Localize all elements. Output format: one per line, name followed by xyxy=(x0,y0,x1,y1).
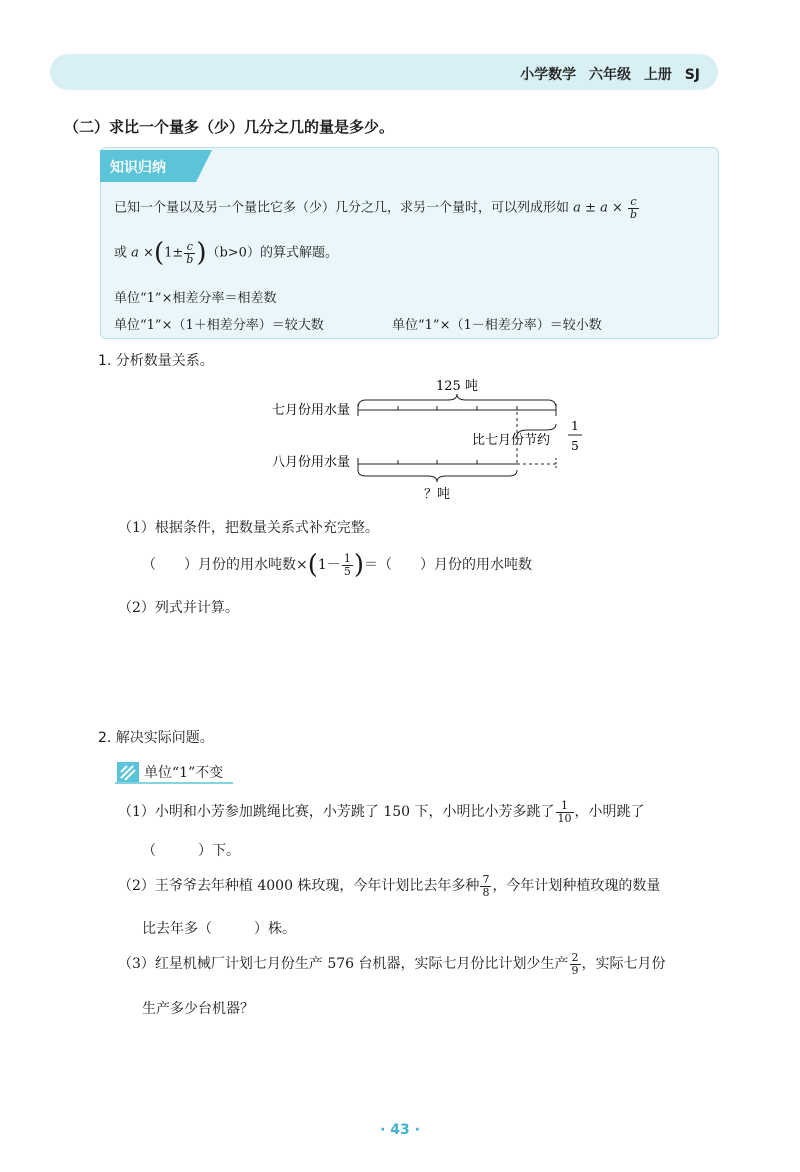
unit-one-tag-label: 单位“1”不变 xyxy=(144,765,224,781)
formula-one-minus: 1－ xyxy=(317,557,341,573)
diagram-saving-num: 1 xyxy=(571,419,579,433)
knowledge-line-2-suffix: （b>0）的算式解题。 xyxy=(206,245,338,261)
diagram-saving-den: 5 xyxy=(571,439,579,453)
knowledge-line-4a: 单位“1”×（1＋相差分率）＝较大数 xyxy=(114,318,324,333)
fraction-num: 1 xyxy=(556,800,574,813)
q1-title: 1. 分析数量关系。 xyxy=(98,353,214,369)
formula-one-pm: 1± xyxy=(164,245,184,261)
formula-a-times: a × xyxy=(131,245,154,261)
diagram-row1-label: 七月份用水量 xyxy=(271,403,350,418)
formula-blank-right[interactable]: ＝（ ）月份的用水吨数 xyxy=(363,557,532,573)
q2-p3-line2: 生产多少台机器？ xyxy=(142,1001,254,1017)
knowledge-line-3: 单位“1”×相差分率＝相差数 xyxy=(114,291,277,306)
fraction-one-tenth xyxy=(556,800,574,824)
q2-p1-line1 xyxy=(118,800,645,824)
diagram-top-brace xyxy=(358,394,556,408)
q2-p1-text-b: ，小明跳了 xyxy=(574,804,645,821)
fraction-seven-eighths xyxy=(480,874,491,898)
q2-p2-line1 xyxy=(118,874,660,898)
q2-title: 2. 解决实际问题。 xyxy=(98,730,214,746)
knowledge-line-4b: 单位“1”×（1－相差分率）＝较小数 xyxy=(392,318,602,333)
q1-sub1-formula: （ ）月份的用水吨数×(1－ $\frac{1}{5}$ )＝（ ）月份的用水吨数 xyxy=(142,550,532,580)
q2-p2-text-b: ，今年计划种植玫瑰的数量 xyxy=(492,878,661,895)
q1-sub2: （2）列式并计算。 xyxy=(118,600,239,616)
knowledge-tag-label: 知识归纳 xyxy=(110,160,166,176)
q1-sub1: （1）根据条件，把数量关系式补充完整。 xyxy=(118,520,379,536)
diagram-saving-label: 比七月份节约 xyxy=(472,433,551,448)
page-number: · 43 · xyxy=(380,1122,420,1138)
fraction-two-ninths xyxy=(570,952,581,976)
fraction-num: 2 xyxy=(571,951,579,964)
q2-p1-text-a: （1）小明和小芳参加跳绳比赛，小芳跳了 150 下，小明比小芳多跳了 xyxy=(118,804,555,821)
q2-p2-answer-blank[interactable]: 比去年多（ ）株。 xyxy=(142,921,296,937)
fraction-den: b xyxy=(629,207,638,221)
fraction-den: 10 xyxy=(557,811,572,825)
fraction-num: 1 xyxy=(343,551,351,565)
fraction-c-over-b-2 xyxy=(184,241,195,265)
fraction-num: c xyxy=(628,196,639,209)
knowledge-line-1-text: 已知一个量以及另一个量比它多（少）几分之几，求另一个量时，可以列成形如 xyxy=(114,200,570,216)
q2-p3-line1 xyxy=(118,952,666,976)
knowledge-line-1 xyxy=(114,196,640,220)
diagram-row2-label: 八月份用水量 xyxy=(271,455,350,470)
knowledge-line-2: 或 a ×(1± $\frac{c}{b}$ )（b>0）的算式解题。 xyxy=(114,238,338,268)
fraction-den: b xyxy=(186,252,194,266)
formula-a-pm: a ± a × xyxy=(573,200,623,216)
diagram-top-total: 125 吨 xyxy=(436,379,478,394)
diagram-bottom-total: ？吨 xyxy=(423,487,451,502)
diagram-bottom-brace xyxy=(358,470,517,482)
knowledge-line-2-prefix: 或 xyxy=(114,245,128,261)
q2-p2-text-a: （2）王爷爷去年种植 4000 株玫瑰，今年计划比去年多种 xyxy=(118,878,480,895)
fraction-c-over-b xyxy=(628,196,639,220)
fraction-num: 7 xyxy=(482,873,490,886)
line-segment-diagram xyxy=(250,372,610,502)
fraction-den: 5 xyxy=(343,564,351,578)
q2-p3-text-b: ，实际七月份 xyxy=(581,956,666,973)
q2-p1-answer-blank[interactable]: （ ）下。 xyxy=(142,843,240,859)
section-title: （二）求比一个量多（少）几分之几的量是多少。 xyxy=(64,118,395,136)
formula-blank-left[interactable]: （ ）月份的用水吨数× xyxy=(142,557,308,573)
fraction-den: 9 xyxy=(571,963,579,977)
q2-p3-text-a: （3）红星机械厂计划七月份生产 576 台机器，实际七月份比计划少生产 xyxy=(118,956,569,973)
fraction-den: 8 xyxy=(482,885,490,899)
header-book-info: 小学数学 六年级 上册 SJ xyxy=(520,67,700,83)
fraction-one-fifth xyxy=(342,553,353,577)
fraction-num: c xyxy=(184,241,195,254)
